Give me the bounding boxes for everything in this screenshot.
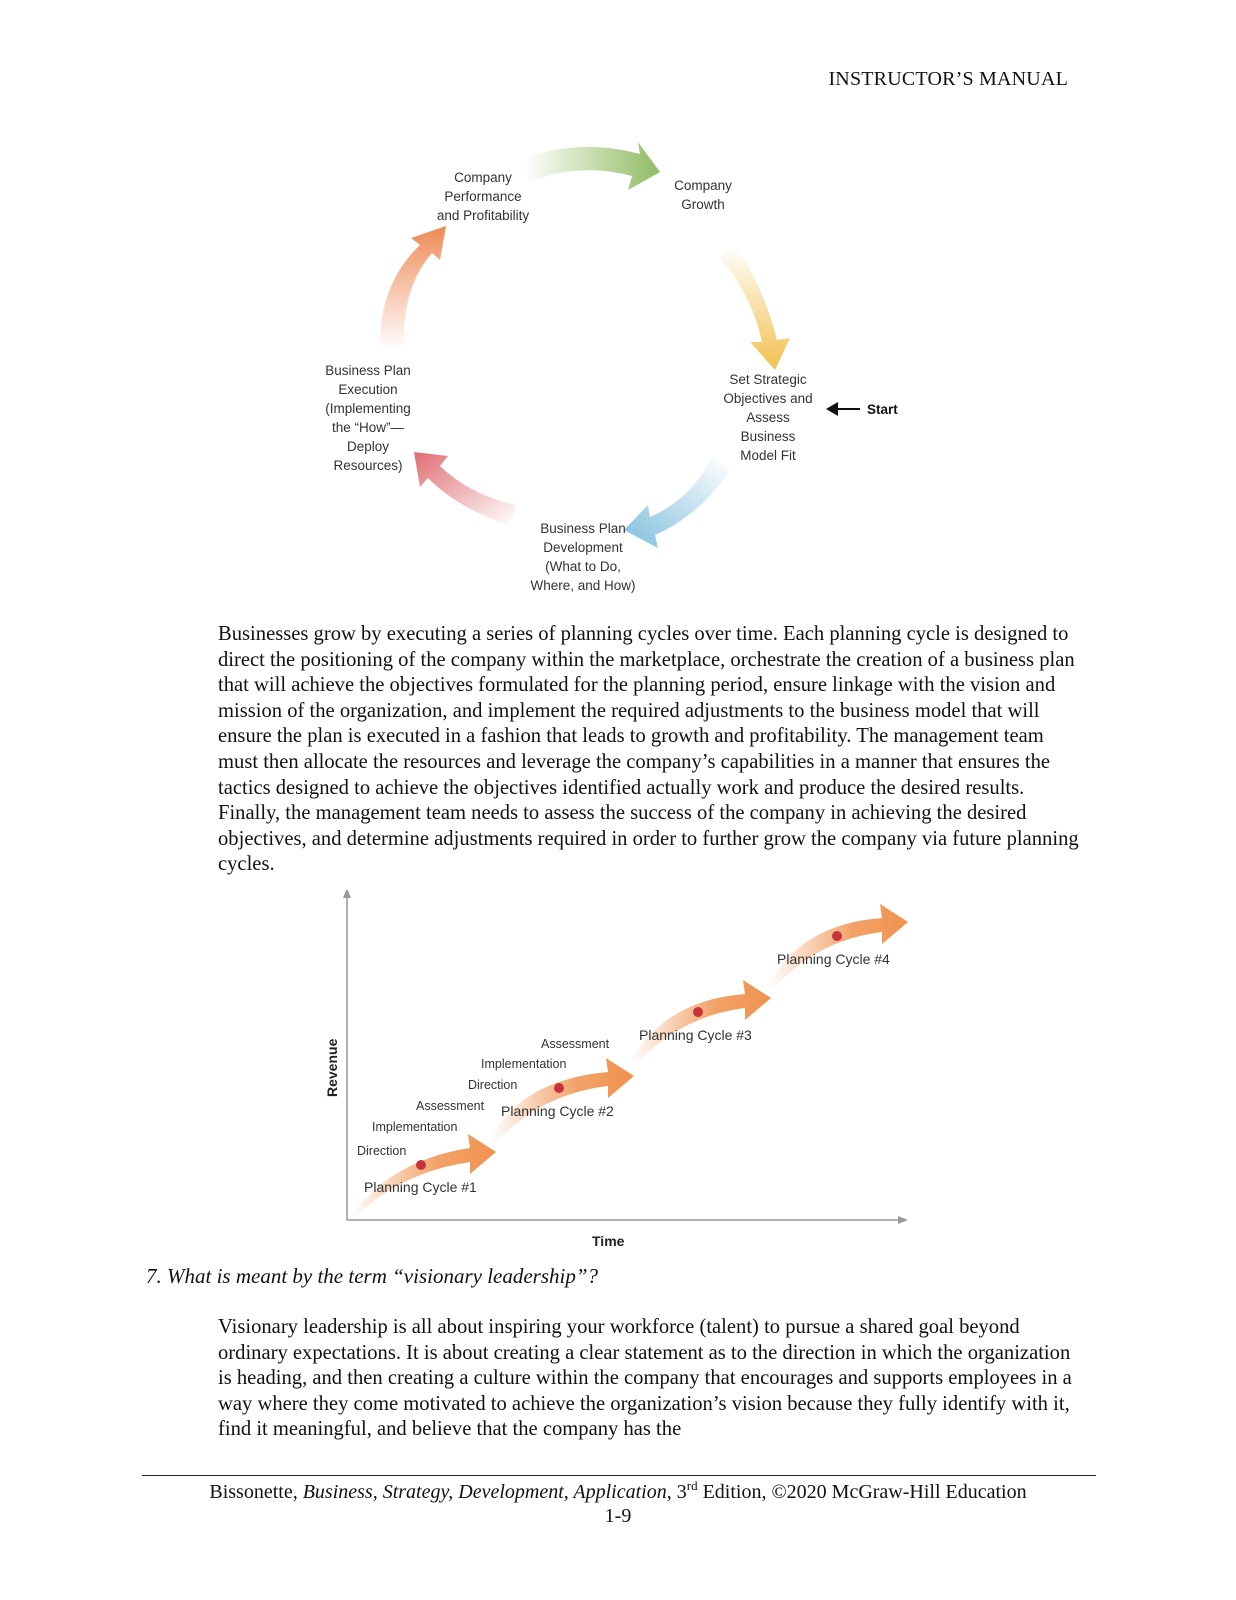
cycle-label-2: Planning Cycle #2	[501, 1103, 614, 1119]
stage-company-growth: Company Growth	[674, 178, 732, 212]
arrow-orange	[380, 226, 446, 350]
cycle-dot-2	[554, 1083, 564, 1093]
x-axis-label: Time	[592, 1233, 625, 1249]
phase-direction-1: Direction	[357, 1144, 407, 1158]
y-axis-label: Revenue	[324, 1038, 340, 1097]
cycle-arrows	[0, 0, 1236, 600]
question-heading: 7. What is meant by the term “visionary leadership”?	[146, 1264, 599, 1288]
cycle-label-3: Planning Cycle #3	[639, 1027, 752, 1043]
arrow-yellow	[720, 245, 790, 370]
stage-set-strategic-objectives: Set Strategic Objectives and Assess Business Model Fit	[723, 372, 813, 463]
stage-business-plan-execution: Business Plan Execution (Implementing the “How”— Deploy Resources)	[325, 363, 411, 473]
footer-citation: Bissonette, Business, Strategy, Development, Application, 3rd Edition, ©2020 McGraw-Hill Education	[209, 1478, 1027, 1503]
footer-rule	[142, 1475, 1096, 1476]
cycle-label-4: Planning Cycle #4	[777, 951, 890, 967]
phase-implementation-1: Implementation	[372, 1120, 458, 1134]
body-paragraph-planning-cycles: Businesses grow by executing a series of planning cycles over time. Each planning cycle is designed to direct the positioning of the company within the marketplace, orchestrate the creation of a business plan that will achieve the objectives formulated for the planning period, ensure linkage with the vision and mission of the organization, and implement the required adjustments to the business model that will ensure the plan is executed in a fashion that leads to growth and profitability. The management team must then allocate the resources and leverage the company’s capabilities in a manner that ensures the tactics designed to achieve the objectives identified actually work and produce the desired results. Finally, the management team needs to assess the success of the company in achieving the desired objectives, and determine adjustments required in order to further grow the company via future planning cycles.	[218, 623, 1079, 876]
body-paragraph-visionary-leadership: Visionary leadership is all about inspiring your workforce (talent) to pursue a shared goal beyond ordinary expectations. It is about creating a clear statement as to the direction in which the organization is heading, and then creating a culture within the company that encourages and supports employees in a way where they come motivated to achieve the organization’s vision because they fully identify with it, find it meaningful, and believe that the company has the	[218, 1316, 1072, 1441]
phase-direction-2: Direction	[468, 1078, 518, 1092]
cycle-dot-1	[416, 1160, 426, 1170]
page-number: 1-9	[604, 1505, 632, 1527]
stage-company-performance: Company Performance and Profitability	[436, 170, 530, 223]
growth-chart	[0, 890, 1236, 1260]
y-axis-arrowhead	[343, 890, 351, 898]
cycle-dot-3	[693, 1007, 703, 1017]
start-label: Start	[867, 402, 898, 417]
cycle-dot-4	[832, 931, 842, 941]
phase-implementation-2: Implementation	[481, 1057, 567, 1071]
phase-assessment-2: Assessment	[541, 1037, 610, 1051]
cycle-arrow-4	[768, 904, 908, 990]
arrow-red	[414, 452, 516, 525]
footer-book-title: Business, Strategy, Development, Application	[302, 1481, 667, 1503]
cycle-arrow-3	[630, 980, 771, 1066]
x-axis-arrowhead	[898, 1216, 908, 1224]
stage-business-plan-development: Business Plan Development (What to Do, Where, and How)	[530, 521, 636, 593]
cycle-label-1: Planning Cycle #1	[364, 1179, 477, 1195]
running-header: INSTRUCTOR’S MANUAL	[828, 68, 1068, 90]
phase-assessment-1: Assessment	[416, 1099, 485, 1113]
